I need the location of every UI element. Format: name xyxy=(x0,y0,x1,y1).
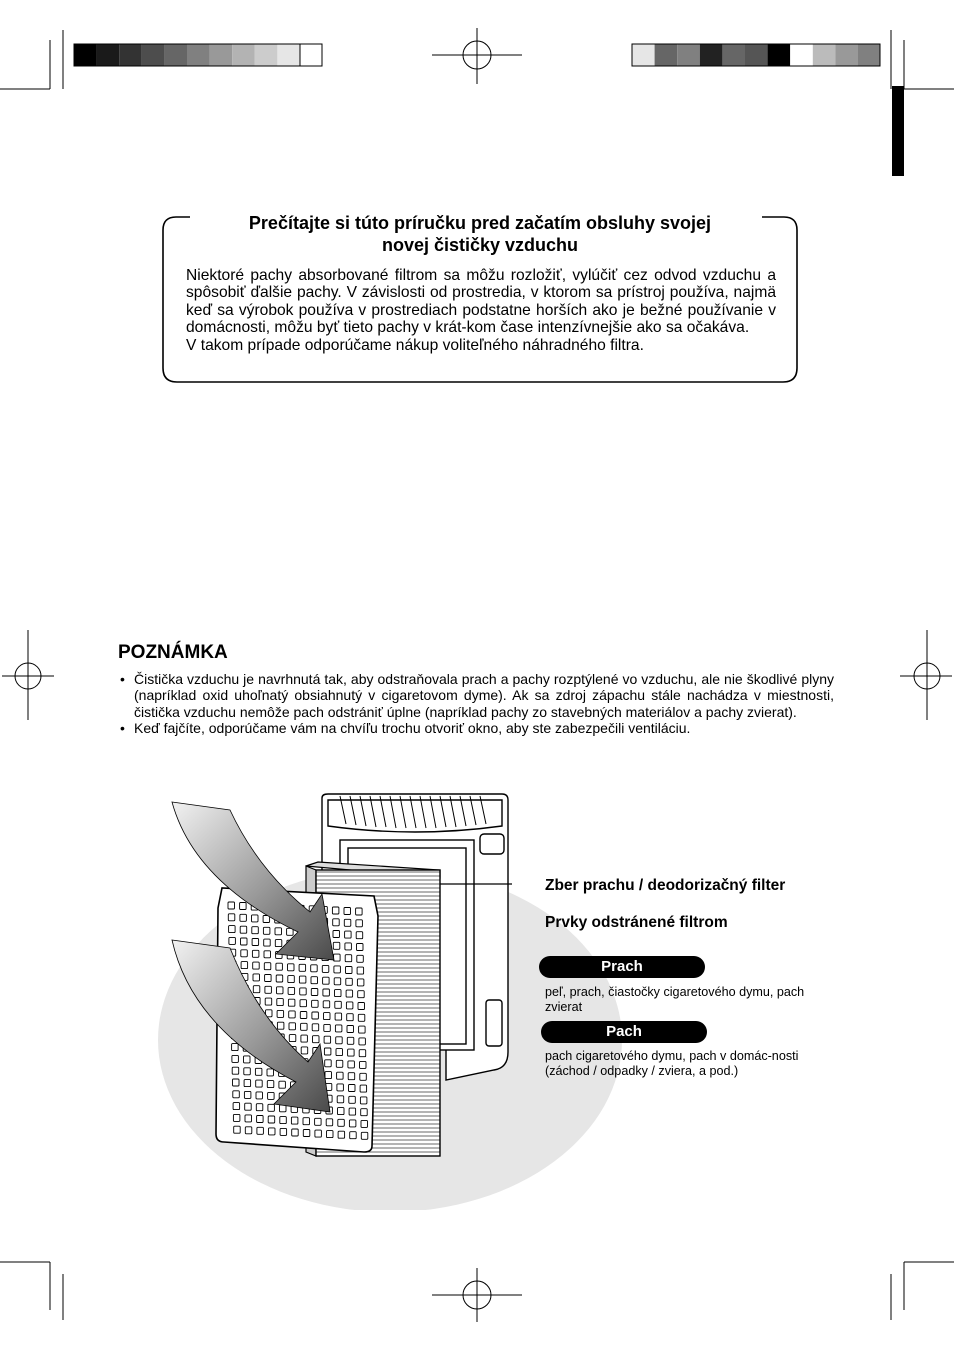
pre-filter-hole xyxy=(252,915,259,922)
pre-filter-hole xyxy=(256,1080,263,1087)
note-list xyxy=(118,671,834,737)
pre-filter-hole xyxy=(349,1096,356,1103)
pre-filter-hole xyxy=(324,1024,331,1031)
pre-filter-hole xyxy=(245,1103,252,1110)
pre-filter-hole xyxy=(358,1003,365,1010)
pre-filter-hole xyxy=(358,1014,365,1021)
pre-filter-hole xyxy=(360,1061,367,1068)
pre-filter-hole xyxy=(276,963,283,970)
pre-filter-hole xyxy=(267,1069,274,1076)
pre-filter-hole xyxy=(334,954,341,961)
pre-filter-hole xyxy=(252,939,259,946)
pre-filter-hole xyxy=(315,1130,322,1137)
pre-filter-hole xyxy=(264,951,271,958)
pre-filter-hole xyxy=(356,908,363,915)
pre-filter-hole xyxy=(312,1024,319,1031)
note-item xyxy=(118,671,834,720)
pre-filter-hole xyxy=(277,987,284,994)
pre-filter-hole xyxy=(288,964,295,971)
pre-filter-hole xyxy=(350,1132,357,1139)
pre-filter-hole xyxy=(346,990,353,997)
crop-mark-bottom-left xyxy=(0,1262,63,1320)
registration-target-right xyxy=(900,630,952,720)
registration-target-top xyxy=(432,28,522,84)
notice-title-line-1: Prečítajte si túto príručku pred začatím obsluhy svojej xyxy=(248,213,712,233)
pre-filter-hole xyxy=(337,1084,344,1091)
notice-body xyxy=(186,267,776,354)
pre-filter-hole xyxy=(233,1103,240,1110)
pre-filter-hole xyxy=(228,902,235,909)
pre-filter-hole xyxy=(268,1116,275,1123)
pre-filter-hole xyxy=(257,1127,264,1134)
note-item-text: Čistička vzduchu je navrhnutá tak, aby odstraňovala prach a pachy rozptýlené vo vzduchu, ale nie škodlivé plyny (napríklad oxid uhoľnatý obsiahnutý v cigaretovom dyme). Ak sa zdroj zápachu stále nachádza v miestnosti, čistička vzduchu nemôže pach odstrániť úplne (napríklad pachy zo stavebných materiálov a pachy zvierat). xyxy=(134,671,834,720)
pre-filter-hole xyxy=(312,1000,319,1007)
pre-filter-hole xyxy=(256,1104,263,1111)
pre-filter-hole xyxy=(357,967,364,974)
removed-elements-label: Prvky odstránené filtrom xyxy=(545,914,728,931)
pre-filter-hole xyxy=(233,1114,240,1121)
pre-filter-hole xyxy=(344,919,351,926)
pre-filter-hole xyxy=(349,1108,356,1115)
pre-filter-hole xyxy=(277,1010,284,1017)
pre-filter-hole xyxy=(240,926,247,933)
pre-filter-hole xyxy=(326,1119,333,1126)
pre-filter-hole xyxy=(289,1011,296,1018)
pre-filter-hole xyxy=(252,950,259,957)
pre-filter-hole xyxy=(360,1085,367,1092)
pre-filter-hole xyxy=(346,1002,353,1009)
pre-filter-hole xyxy=(311,977,318,984)
pre-filter-hole xyxy=(275,928,282,935)
pre-filter-hole xyxy=(335,990,342,997)
color-bar-left xyxy=(74,44,322,66)
category-badge-dust: Prach xyxy=(539,956,705,978)
pre-filter-hole xyxy=(267,1081,274,1088)
pre-filter-hole xyxy=(337,1072,344,1079)
pre-filter-hole xyxy=(324,1036,331,1043)
pre-filter-hole xyxy=(356,932,363,939)
pre-filter-hole xyxy=(256,1092,263,1099)
pre-filter-hole xyxy=(276,975,283,982)
pre-filter-hole xyxy=(257,1116,264,1123)
pre-filter-hole xyxy=(289,1035,296,1042)
pre-filter-hole xyxy=(361,1120,368,1127)
pre-filter-hole xyxy=(358,991,365,998)
language-tab-marker xyxy=(892,86,904,176)
pre-filter-hole xyxy=(336,1060,343,1067)
pre-filter-hole xyxy=(332,907,339,914)
pre-filter-hole xyxy=(361,1132,368,1139)
pre-filter-hole xyxy=(324,1013,331,1020)
pre-filter-hole xyxy=(360,1073,367,1080)
pre-filter-hole xyxy=(348,1061,355,1068)
pre-filter-hole xyxy=(333,919,340,926)
pre-filter-hole xyxy=(325,1060,332,1067)
pre-filter-hole xyxy=(336,1049,343,1056)
pre-filter-hole xyxy=(233,1079,240,1086)
pre-filter-hole xyxy=(232,1067,239,1074)
pre-filter-hole xyxy=(255,1068,262,1075)
pre-filter-hole xyxy=(277,999,284,1006)
pre-filter-hole xyxy=(279,1081,286,1088)
pre-filter-hole xyxy=(232,1044,239,1051)
pre-filter-hole xyxy=(325,1072,332,1079)
pre-filter-hole xyxy=(335,1025,342,1032)
pre-filter-hole xyxy=(244,1091,251,1098)
pre-filter-hole xyxy=(234,1126,241,1133)
pre-filter-hole xyxy=(291,1117,298,1124)
pre-filter-hole xyxy=(299,964,306,971)
pre-filter-hole xyxy=(301,1023,308,1030)
pre-filter-hole xyxy=(301,1035,308,1042)
pre-filter-hole xyxy=(357,944,364,951)
pre-filter-hole xyxy=(292,1129,299,1136)
pre-filter-hole xyxy=(346,978,353,985)
pre-filter-hole xyxy=(312,1012,319,1019)
pre-filter-hole xyxy=(300,1000,307,1007)
pre-filter-hole xyxy=(289,1023,296,1030)
note-heading: POZNÁMKA xyxy=(118,642,228,663)
color-bar-right xyxy=(632,44,880,66)
pre-filter-hole xyxy=(300,988,307,995)
pre-filter-hole xyxy=(300,1012,307,1019)
pre-filter-hole xyxy=(345,931,352,938)
pre-filter-hole xyxy=(280,1117,287,1124)
note-item-text: Keď fajčíte, odporúčame vám na chvíľu trochu otvoriť okno, aby ste zabezpečili ventiláciu. xyxy=(134,720,691,737)
pre-filter-hole xyxy=(253,962,260,969)
pre-filter-hole xyxy=(277,1022,284,1029)
pre-filter-hole xyxy=(245,1115,252,1122)
crop-mark-top-left xyxy=(0,30,63,89)
pre-filter-hole xyxy=(333,942,340,949)
pre-filter-hole xyxy=(357,979,364,986)
pre-filter-hole xyxy=(327,1131,334,1138)
pre-filter-hole xyxy=(315,1118,322,1125)
pre-filter-hole xyxy=(348,1049,355,1056)
pre-filter-hole xyxy=(346,967,353,974)
pre-filter-hole xyxy=(359,1038,366,1045)
pre-filter-hole xyxy=(301,1047,308,1054)
pre-filter-hole xyxy=(347,1037,354,1044)
pre-filter-hole xyxy=(313,1036,320,1043)
registration-target-bottom xyxy=(432,1268,522,1322)
pre-filter-hole xyxy=(280,1128,287,1135)
pre-filter-hole xyxy=(264,963,271,970)
pre-filter-hole xyxy=(334,966,341,973)
pre-filter-hole xyxy=(361,1109,368,1116)
filter-label: Zber prachu / deodorizačný filter xyxy=(545,877,786,894)
pre-filter-hole xyxy=(288,976,295,983)
pre-filter-hole xyxy=(244,1056,251,1063)
pre-filter-hole xyxy=(324,1048,331,1055)
pre-filter-hole xyxy=(265,975,272,982)
pre-filter-hole xyxy=(244,1080,251,1087)
pre-filter-hole xyxy=(244,1068,251,1075)
pre-filter-hole xyxy=(265,998,272,1005)
pre-filter-hole xyxy=(303,1130,310,1137)
pre-filter-hole xyxy=(349,1085,356,1092)
pre-filter-hole xyxy=(335,1013,342,1020)
pre-filter-hole xyxy=(360,1097,367,1104)
notice-title xyxy=(190,212,770,256)
pre-filter-hole xyxy=(323,977,330,984)
pre-filter-hole xyxy=(269,1128,276,1135)
pre-filter-hole xyxy=(344,908,351,915)
pre-filter-hole xyxy=(268,1092,275,1099)
pre-filter-hole xyxy=(241,938,248,945)
pre-filter-hole xyxy=(323,1001,330,1008)
crop-mark-top-right xyxy=(891,30,954,89)
pre-filter-hole xyxy=(336,1037,343,1044)
pre-filter-hole xyxy=(349,1120,356,1127)
pre-filter-hole xyxy=(299,976,306,983)
pre-filter-hole xyxy=(323,989,330,996)
category-description-odor: pach cigaretového dymu, pach v domác-nosti (záchod / odpadky / zviera, a pod.) xyxy=(545,1049,799,1078)
pre-filter-hole xyxy=(228,914,235,921)
pre-filter-hole xyxy=(288,999,295,1006)
pre-filter-hole xyxy=(264,939,271,946)
pre-filter-hole xyxy=(288,987,295,994)
pre-filter-hole xyxy=(229,926,236,933)
pre-filter-hole xyxy=(335,1001,342,1008)
pre-filter-hole xyxy=(311,989,318,996)
notice-recommendation: V takom prípade odporúčame nákup voliteľného náhradného filtra. xyxy=(186,336,644,354)
pre-filter-hole xyxy=(233,1091,240,1098)
pre-filter-hole xyxy=(241,950,248,957)
pre-filter-hole xyxy=(359,1026,366,1033)
pre-filter-hole xyxy=(345,943,352,950)
pre-filter-hole xyxy=(252,927,258,934)
pre-filter-hole xyxy=(241,962,248,969)
note-item xyxy=(118,720,834,736)
category-badge-odor: Pach xyxy=(541,1021,707,1043)
pre-filter-hole xyxy=(337,1096,344,1103)
pre-filter-hole xyxy=(347,1014,354,1021)
pre-filter-hole xyxy=(265,986,272,993)
pre-filter-hole xyxy=(240,914,247,921)
pre-filter-hole xyxy=(357,955,364,962)
bullet-icon: • xyxy=(120,671,125,687)
pre-filter-hole xyxy=(322,965,329,972)
category-description-dust: peľ, prach, čiastočky cigaretového dymu, pach zvierat xyxy=(545,985,805,1014)
pre-filter-hole xyxy=(232,1055,239,1062)
pre-filter-hole xyxy=(333,931,340,938)
pre-filter-hole xyxy=(348,1073,355,1080)
bullet-icon: • xyxy=(120,720,125,737)
pre-filter-hole xyxy=(253,974,260,981)
pre-filter-hole xyxy=(338,1131,345,1138)
pre-filter-hole xyxy=(356,920,363,927)
pre-filter-hole xyxy=(347,1026,354,1033)
pre-filter-hole xyxy=(263,927,270,934)
pre-filter-hole xyxy=(275,940,282,947)
pre-filter-hole xyxy=(359,1050,366,1057)
pre-filter-hole xyxy=(268,1104,275,1111)
pre-filter-hole xyxy=(240,903,247,910)
crop-mark-bottom-right xyxy=(891,1262,954,1320)
notice-paragraph: Niektoré pachy absorbované filtrom sa môžu rozložiť, vylúčiť cez odvod vzduchu a spôsobiť ďalšie pachy. V závislosti od prostredia, v ktorom sa prístroj používa, najmä keď sa výrobok používa v prostrediach podstatne horších ako je bežné používanie v domácnosti, môžu byť tieto pachy v krát-kom čase intenzívnejšie ako sa očakáva. xyxy=(186,267,776,337)
pre-filter-hole xyxy=(245,1127,252,1134)
pre-filter-hole xyxy=(345,955,352,962)
pre-filter-hole xyxy=(338,1119,345,1126)
notice-title-line-2: novej čističky vzduchu xyxy=(381,235,579,255)
pre-filter-hole xyxy=(311,965,318,972)
pre-filter-hole xyxy=(338,1108,345,1115)
pre-filter-hole xyxy=(334,978,341,985)
pre-filter-hole xyxy=(253,986,259,993)
pre-filter-hole xyxy=(229,937,236,944)
pre-filter-hole xyxy=(303,1118,310,1125)
registration-target-left xyxy=(2,630,54,720)
